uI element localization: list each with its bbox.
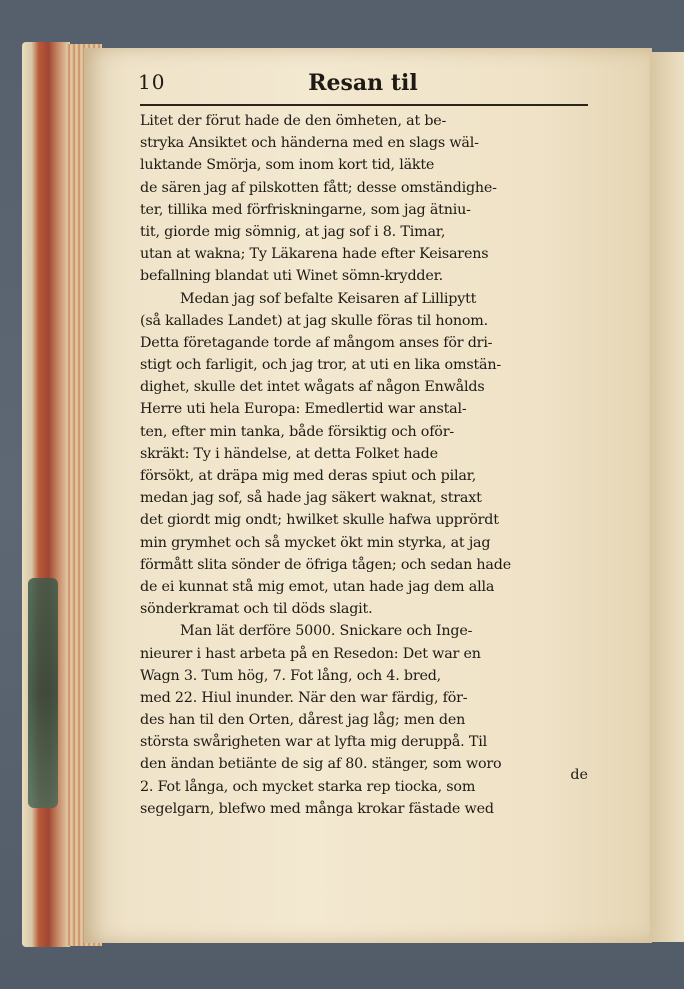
text-line: ter, tillika med förfriskningarne, som jag ätniu- — [140, 201, 471, 218]
text-line: segelgarn, blefwo med många krokar fästade wed — [140, 800, 494, 817]
text-line: försökt, at dräpa mig med deras spiut och pilar, — [140, 468, 477, 484]
page-header — [138, 70, 590, 100]
text-line: nieurer i hast arbeta på en Resedon: Det war en — [140, 645, 481, 662]
running-title: Resan til — [308, 70, 418, 96]
text-line: Wagn 3. Tum hög, 7. Fot lång, och 4. bred, — [140, 667, 442, 684]
binding-stain — [28, 578, 58, 808]
text-line: Herre uti hela Europa: Emedlertid war anstal- — [140, 401, 467, 418]
text-line: tit, giorde mig sömnig, at jag sof i 8. Timar, — [140, 223, 446, 240]
text-line: stigt och farligit, och jag tror, at uti en lika omstän- — [140, 357, 501, 374]
text-line: medan jag sof, så hade jag säkert waknat, straxt — [140, 490, 482, 507]
text-line: min grymhet och så mycket ökt min styrka, at jag — [140, 534, 491, 551]
text-line: skräkt: Ty i händelse, at detta Folket hade — [140, 445, 438, 462]
text-line: Detta företagande torde af mångom anses för dri- — [140, 334, 493, 351]
facing-page-edge — [650, 52, 684, 942]
text-line: befallning blandat uti Winet sömn-krydder. — [140, 268, 444, 285]
text-line: största swårigheten war at lyfta mig deruppå. Til — [140, 734, 487, 751]
text-line: ten, efter min tanka, både försiktig och oför- — [140, 423, 454, 440]
book-binding — [22, 42, 70, 947]
text-line: (så kallades Landet) at jag skulle föras til honom. — [140, 312, 488, 329]
text-line: de ei kunnat stå mig emot, utan hade jag dem alla — [140, 578, 495, 595]
catchword: de — [570, 767, 588, 783]
text-line: sönderkramat och til döds slagit. — [140, 601, 373, 618]
text-line: utan at wakna; Ty Läkarena hade efter Keisarens — [140, 246, 489, 263]
body-text — [140, 110, 588, 820]
paragraph-start: Medan jag sof befalte Keisaren af Lillipytt — [180, 290, 477, 307]
paragraph-start: Man lät derföre 5000. Snickare och Inge- — [180, 623, 473, 640]
text-line: dighet, skulle det intet wågats af någon Enwålds — [140, 379, 485, 396]
text-line: 2. Fot långa, och mycket starka rep tiocka, som — [140, 778, 476, 795]
text-line: den ändan betiänte de sig af 80. stänger, som woro — [140, 756, 502, 773]
page-number: 10 — [138, 70, 166, 94]
text-line: förmått slita sönder de öfriga tågen; och sedan hade — [140, 556, 511, 573]
text-line: stryka Ansiktet och händerna med en slags wäl- — [140, 135, 479, 152]
text-line: det giordt mig ondt; hwilket skulle hafwa upprördt — [140, 512, 499, 529]
text-line: de sären jag af pilskotten fått; desse omständighe- — [140, 179, 497, 196]
text-line: med 22. Hiul inunder. När den war färdig, för- — [140, 689, 468, 706]
text-line: luktande Smörja, som inom kort tid, läkte — [140, 157, 435, 174]
header-rule — [140, 104, 588, 106]
text-line: Litet der förut hade de den ömheten, at be- — [140, 113, 447, 129]
text-line: des han til den Orten, dårest jag låg; men den — [140, 712, 466, 729]
